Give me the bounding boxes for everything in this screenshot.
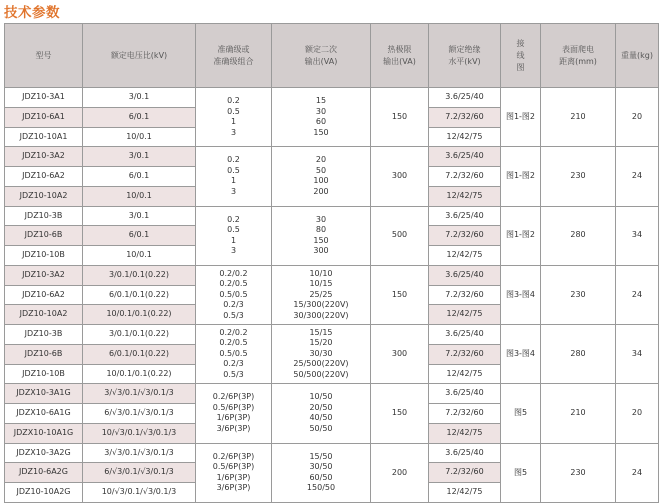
- insulation-cell: 12/42/75: [429, 305, 501, 325]
- insulation-cell: 7.2/32/60: [429, 226, 501, 246]
- accuracy-cell-line: 0.2/3: [223, 359, 244, 369]
- insulation-cell: 3.6/25/40: [429, 265, 501, 285]
- ratio-cell: 6/0.1: [83, 107, 196, 127]
- output-cell-line: 20: [315, 155, 327, 165]
- accuracy-cell-line: 0.5/6P(3P): [212, 462, 255, 472]
- thermal-cell: 150: [371, 265, 429, 324]
- output-cell-line: 150: [313, 235, 329, 245]
- insulation-cell: 3.6/25/40: [429, 443, 501, 463]
- output-cell-line: 15/15: [309, 327, 333, 337]
- model-cell: JDZ10-6B: [5, 344, 83, 364]
- insulation-cell: 3.6/25/40: [429, 384, 501, 404]
- accuracy-cell-line: 3: [230, 186, 237, 196]
- output-cell-line: 100: [313, 176, 329, 186]
- accuracy-cell-line: 0.5/6P(3P): [212, 402, 255, 412]
- creepage-cell: 280: [541, 325, 616, 384]
- output-cell-line: 150: [313, 127, 329, 137]
- accuracy-cell: [196, 325, 272, 384]
- accuracy-cell-line: 3/6P(3P): [216, 483, 251, 493]
- thermal-cell: 150: [371, 88, 429, 147]
- ratio-cell: 10/0.1: [83, 186, 196, 206]
- insulation-cell: 7.2/32/60: [429, 463, 501, 483]
- weight-cell: 24: [616, 265, 659, 324]
- insulation-cell: 7.2/32/60: [429, 404, 501, 424]
- ratio-cell: 10/0.1/0.1(0.22): [83, 364, 196, 384]
- model-cell: JDZ10-3B: [5, 325, 83, 345]
- output-cell-line: 10/50: [309, 392, 333, 402]
- ratio-cell: 3/0.1: [83, 147, 196, 167]
- ratio-cell: 6/0.1: [83, 226, 196, 246]
- thermal-cell: 500: [371, 206, 429, 265]
- output-cell-line: 15/20: [309, 338, 333, 348]
- accuracy-cell-line: 0.5: [227, 225, 240, 235]
- accuracy-cell-line: 0.5/3: [223, 310, 244, 320]
- header-accuracy: 准确级或 准确级组合: [196, 24, 272, 88]
- output-cell-line: 10/15: [309, 279, 333, 289]
- model-cell: JDZ10-3B: [5, 206, 83, 226]
- output-cell-line: 15/50: [309, 451, 333, 461]
- accuracy-cell-line: 0.2/0.5: [219, 279, 248, 289]
- creepage-cell: 210: [541, 88, 616, 147]
- insulation-cell: 3.6/25/40: [429, 147, 501, 167]
- output-cell-line: 200: [313, 186, 329, 196]
- accuracy-cell: [196, 206, 272, 265]
- output-cell-line: 40/50: [309, 413, 333, 423]
- accuracy-cell-line: 0.2/6P(3P): [212, 451, 255, 461]
- output-cell-line: 300: [313, 246, 329, 256]
- accuracy-cell-line: 1/6P(3P): [216, 413, 251, 423]
- header-weight: 重量(kg): [616, 24, 659, 88]
- output-cell-line: 25/25: [309, 289, 333, 299]
- model-cell: JDZX10-3A1G: [5, 384, 83, 404]
- model-cell: JDZ10-3A1: [5, 88, 83, 108]
- ratio-cell: 3/0.1: [83, 206, 196, 226]
- output-cell: [272, 206, 371, 265]
- accuracy-cell: [196, 384, 272, 443]
- wiring-cell: 图1-图2: [501, 147, 541, 206]
- output-cell-line: 30/30: [309, 348, 333, 358]
- accuracy-cell-line: 0.2: [227, 96, 240, 106]
- ratio-cell: 3/0.1/0.1(0.22): [83, 265, 196, 285]
- insulation-cell: 3.6/25/40: [429, 206, 501, 226]
- table-row: [5, 443, 659, 463]
- model-cell: JDZ10-3A2: [5, 265, 83, 285]
- output-cell-line: 30: [315, 214, 327, 224]
- accuracy-cell-line: 3: [230, 127, 237, 137]
- model-cell: JDZ10-10B: [5, 364, 83, 384]
- header-model: 型号: [5, 24, 83, 88]
- ratio-cell: 6/0.1: [83, 167, 196, 187]
- output-cell-line: 50: [315, 165, 327, 175]
- accuracy-cell-line: 0.2/0.5: [219, 338, 248, 348]
- ratio-cell: 6/√3/0.1/√3/0.1/3: [83, 404, 196, 424]
- creepage-cell: 230: [541, 443, 616, 503]
- accuracy-cell: [196, 443, 272, 503]
- accuracy-cell-line: 0.5/0.5: [219, 348, 248, 358]
- insulation-cell: 12/42/75: [429, 483, 501, 503]
- table-row: [5, 206, 659, 226]
- model-cell: JDZ10-6A2: [5, 285, 83, 305]
- model-cell: JDZX10-6A1G: [5, 404, 83, 424]
- ratio-cell: 6/0.1/0.1(0.22): [83, 285, 196, 305]
- insulation-cell: 12/42/75: [429, 364, 501, 384]
- output-cell: [272, 325, 371, 384]
- table-row: [5, 147, 659, 167]
- weight-cell: 24: [616, 147, 659, 206]
- accuracy-cell-line: 0.5/3: [223, 369, 244, 379]
- accuracy-cell-line: 1: [230, 235, 237, 245]
- accuracy-cell: [196, 147, 272, 206]
- insulation-cell: 7.2/32/60: [429, 167, 501, 187]
- output-cell: [272, 265, 371, 324]
- output-cell: [272, 443, 371, 503]
- insulation-cell: 12/42/75: [429, 127, 501, 147]
- accuracy-cell-line: 3: [230, 246, 237, 256]
- creepage-cell: 280: [541, 206, 616, 265]
- section-title: 技术参数: [4, 5, 60, 21]
- model-cell: JDZ10-6A1: [5, 107, 83, 127]
- insulation-cell: 3.6/25/40: [429, 88, 501, 108]
- accuracy-cell: [196, 88, 272, 147]
- model-cell: JDZ10-10A2G: [5, 483, 83, 503]
- accuracy-cell-line: 0.5/0.5: [219, 289, 248, 299]
- model-cell: JDZ10-6B: [5, 226, 83, 246]
- ratio-cell: 10/0.1/0.1(0.22): [83, 305, 196, 325]
- ratio-cell: 3/√3/0.1/√3/0.1/3: [83, 443, 196, 463]
- insulation-cell: 12/42/75: [429, 423, 501, 443]
- wiring-cell: 图3-图4: [501, 265, 541, 324]
- model-cell: JDZ10-10A2: [5, 186, 83, 206]
- ratio-cell: 3/0.1: [83, 88, 196, 108]
- wiring-cell: 图1-图2: [501, 206, 541, 265]
- wiring-cell: 图5: [501, 443, 541, 503]
- table-row: [5, 265, 659, 285]
- model-cell: JDZ10-10A2: [5, 305, 83, 325]
- model-cell: JDZ10-10A1: [5, 127, 83, 147]
- ratio-cell: 10/√3/0.1/√3/0.1/3: [83, 483, 196, 503]
- spec-table: [4, 23, 659, 503]
- wiring-cell: 图3-图4: [501, 325, 541, 384]
- table-row: [5, 325, 659, 345]
- output-cell-line: 15: [315, 96, 327, 106]
- header-creepage: 表面爬电 距离(mm): [541, 24, 616, 88]
- ratio-cell: 10/0.1: [83, 246, 196, 266]
- insulation-cell: 7.2/32/60: [429, 107, 501, 127]
- header-output: 额定二次 输出(VA): [272, 24, 371, 88]
- accuracy-cell-line: 0.2/3: [223, 300, 244, 310]
- accuracy-cell-line: 1: [230, 176, 237, 186]
- weight-cell: 34: [616, 325, 659, 384]
- creepage-cell: 230: [541, 265, 616, 324]
- creepage-cell: 230: [541, 147, 616, 206]
- output-cell-line: 15/300(220V): [293, 300, 349, 310]
- insulation-cell: 12/42/75: [429, 186, 501, 206]
- output-cell-line: 50/50: [309, 423, 333, 433]
- accuracy-cell: [196, 265, 272, 324]
- accuracy-cell-line: 3/6P(3P): [216, 423, 251, 433]
- ratio-cell: 6/√3/0.1/√3/0.1/3: [83, 463, 196, 483]
- model-cell: JDZX10-10A1G: [5, 423, 83, 443]
- ratio-cell: 3/√3/0.1/√3/0.1/3: [83, 384, 196, 404]
- ratio-cell: 10/√3/0.1/√3/0.1/3: [83, 423, 196, 443]
- thermal-cell: 300: [371, 147, 429, 206]
- output-cell-line: 30/300(220V): [293, 310, 349, 320]
- creepage-cell: 210: [541, 384, 616, 443]
- output-cell-line: 60: [315, 117, 327, 127]
- model-cell: JDZ10-6A2G: [5, 463, 83, 483]
- ratio-cell: 3/0.1/0.1(0.22): [83, 325, 196, 345]
- output-cell-line: 150/50: [306, 483, 336, 493]
- table-row: [5, 384, 659, 404]
- output-cell-line: 60/50: [309, 472, 333, 482]
- output-cell-line: 30/50: [309, 462, 333, 472]
- accuracy-cell-line: 1/6P(3P): [216, 472, 251, 482]
- table-body: [5, 88, 659, 503]
- model-cell: JDZ10-10B: [5, 246, 83, 266]
- output-cell-line: 25/500(220V): [293, 359, 349, 369]
- output-cell-line: 10/10: [309, 268, 333, 278]
- accuracy-cell-line: 0.2/0.2: [219, 268, 248, 278]
- model-cell: JDZ10-6A2: [5, 167, 83, 187]
- header-insulation: 额定绝缘 水平(kV): [429, 24, 501, 88]
- ratio-cell: 10/0.1: [83, 127, 196, 147]
- accuracy-cell-line: 0.5: [227, 165, 240, 175]
- model-cell: JDZX10-3A2G: [5, 443, 83, 463]
- insulation-cell: 3.6/25/40: [429, 325, 501, 345]
- output-cell-line: 30: [315, 106, 327, 116]
- header-thermal: 热极限 输出(VA): [371, 24, 429, 88]
- accuracy-cell-line: 0.2/6P(3P): [212, 392, 255, 402]
- accuracy-cell-line: 0.2: [227, 155, 240, 165]
- weight-cell: 34: [616, 206, 659, 265]
- weight-cell: 20: [616, 384, 659, 443]
- output-cell-line: 20/50: [309, 402, 333, 412]
- output-cell-line: 50/500(220V): [293, 369, 349, 379]
- header-wiring: 接 线 图: [501, 24, 541, 88]
- header-row: [5, 24, 659, 88]
- wiring-cell: 图5: [501, 384, 541, 443]
- ratio-cell: 6/0.1/0.1(0.22): [83, 344, 196, 364]
- accuracy-cell-line: 0.2/0.2: [219, 327, 248, 337]
- insulation-cell: 12/42/75: [429, 246, 501, 266]
- thermal-cell: 300: [371, 325, 429, 384]
- accuracy-cell-line: 0.2: [227, 214, 240, 224]
- weight-cell: 20: [616, 88, 659, 147]
- output-cell: [272, 384, 371, 443]
- wiring-cell: 图1-图2: [501, 88, 541, 147]
- table-row: [5, 88, 659, 108]
- header-ratio: 额定电压比(kV): [83, 24, 196, 88]
- thermal-cell: 200: [371, 443, 429, 503]
- insulation-cell: 7.2/32/60: [429, 344, 501, 364]
- output-cell-line: 80: [315, 225, 327, 235]
- model-cell: JDZ10-3A2: [5, 147, 83, 167]
- output-cell: [272, 147, 371, 206]
- insulation-cell: 7.2/32/60: [429, 285, 501, 305]
- weight-cell: 24: [616, 443, 659, 503]
- accuracy-cell-line: 0.5: [227, 106, 240, 116]
- thermal-cell: 150: [371, 384, 429, 443]
- output-cell: [272, 88, 371, 147]
- accuracy-cell-line: 1: [230, 117, 237, 127]
